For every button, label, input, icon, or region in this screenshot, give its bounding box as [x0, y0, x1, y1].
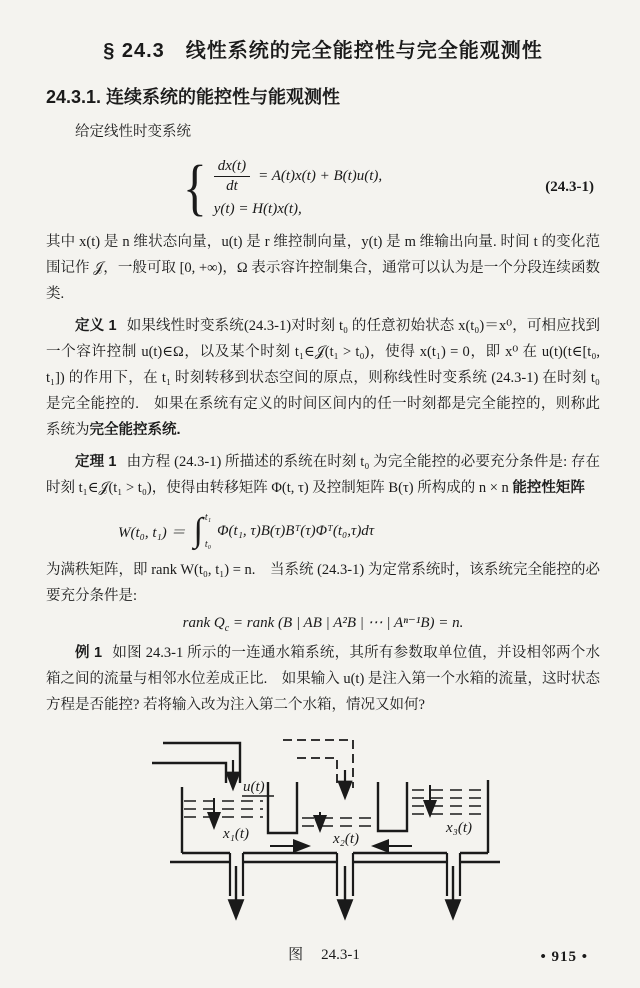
- integral-icon: ∫: [193, 512, 203, 549]
- fraction-numerator: dx(t): [214, 158, 250, 177]
- partition-u1: [268, 782, 297, 833]
- para-rank: 为满秩矩阵，即 rank W(t₀, t₁) = n. 当系统 (24.3-1) 为定常系统时，该系统完全能控的必要充分条件是:: [46, 562, 600, 604]
- figure-caption-number: 24.3-1: [321, 947, 360, 963]
- theorem-body: 由方程 (24.3-1) 所描述的系统在时刻 t₀ 为完全能控的必要充分条件是: 存在时刻 t₁∈𝒥(t₁ > t₀)，使得由转移矩阵 Φ(t, τ) 及控制矩阵 B(τ) 所构成的 n × n: [46, 454, 600, 496]
- water-level-dashes: [184, 790, 486, 826]
- gramian-lhs: W(t₀, t₁) ＝: [118, 524, 186, 541]
- page-number: • 915 •: [540, 949, 588, 965]
- example-1: [46, 640, 600, 718]
- rank-subscript: c: [224, 623, 230, 634]
- theorem-label: 定理 1: [75, 454, 117, 470]
- equation-brace: {: [182, 154, 207, 222]
- fraction-denominator: dt: [226, 178, 238, 194]
- channel-floor: [170, 853, 500, 862]
- gramian-integrand: Φ(t₁, τ)B(τ)Bᵀ(τ)Φᵀ(t₀,τ)dτ: [217, 522, 375, 539]
- example-body: 如图 24.3-1 所示的一连通水箱系统，其所有参数取单位值，并设相邻两个水箱之间的流量与相邻水位差成正比. 如果输入 u(t) 是注入第一个水箱的流量，这时状态方程是否能控? 若将输入改为注入第二个水箱，情况又如何?: [46, 645, 601, 713]
- state-equation-line: [214, 158, 382, 195]
- output-equation-line: y(t) = H(t)x(t),: [213, 201, 302, 217]
- inlet-pipe-solid: [152, 743, 240, 787]
- derivative-fraction: [214, 158, 250, 195]
- intro-line: 给定线性时变系统: [75, 124, 191, 140]
- rank-equation-pre: rank Q: [182, 615, 225, 631]
- rank-equation: [46, 613, 600, 634]
- page-title: § 24.3 线性系统的完全能控性与完全能观测性: [103, 40, 543, 62]
- figure-label-tank1: x₁(t): [223, 826, 250, 842]
- definition-bold-tail: 完全能控系统.: [89, 422, 181, 438]
- tank-diagram-svg: [150, 730, 522, 928]
- figure-tank-diagram: [150, 730, 522, 933]
- definition-1: [46, 313, 600, 443]
- equation-number: (24.3-1): [545, 179, 594, 195]
- rank-equation-post: = rank (B | AB | A²B | ⋯ | Aⁿ⁻¹B) = n.: [229, 615, 464, 631]
- system-equation-body: [180, 151, 382, 225]
- definition-label: 定义 1: [75, 318, 117, 334]
- section-heading: 24.3.1. 连续系统的能控性与能观测性: [46, 87, 341, 107]
- partition-u2: [378, 782, 407, 831]
- gramian-equation: [118, 509, 600, 553]
- theorem-bold-tail: 能控性矩阵: [512, 480, 585, 496]
- figure-label-input: u(t): [243, 779, 265, 795]
- integral-upper-limit: t₁: [204, 512, 212, 523]
- example-label: 例 1: [75, 645, 103, 661]
- inlet-pipe-dashed: [283, 740, 353, 788]
- integral-lower-limit: t₀: [204, 539, 212, 550]
- definition-body: 如果线性时变系统(24.3-1)对时刻 t₀ 的任意初始状态 x(t₀)＝x⁰，可相应找到一个容许控制 u(t)∈Ω，以及某个时刻 t₁∈𝒥(t₁ > t₀)，使得 x(t₁) = 0，即 x⁰ 在 u(t)(t∈[t₀, t₁]) 的作用下，在 t₁ 时刻转移到状态空间的原点，则称线性时变系统 (24.3-1) 在时刻 t₀ 是完全能控的. 如果在系统有定义的时间区间内的任一时刻都是完全能控的，则称此系统为: [46, 318, 600, 438]
- theorem-1: [46, 449, 600, 501]
- system-equation: [46, 151, 600, 225]
- figure-label-tank2: x₂(t): [333, 831, 360, 847]
- para-where: 其中 x(t) 是 n 维状态向量，u(t) 是 r 维控制向量，y(t) 是 m 维输出向量. 时间 t 的变化范围记作 𝒥，一般可取 [0, +∞)，Ω 表示容许控制集合，通常可以认为是一个分段连续函数类.: [46, 234, 600, 302]
- figure-caption-prefix: 图: [288, 947, 304, 963]
- state-equation-rhs: = A(t)x(t) + B(t)u(t),: [258, 168, 383, 184]
- integral-limits: [205, 511, 211, 551]
- figure-label-tank3: x₃(t): [446, 820, 473, 836]
